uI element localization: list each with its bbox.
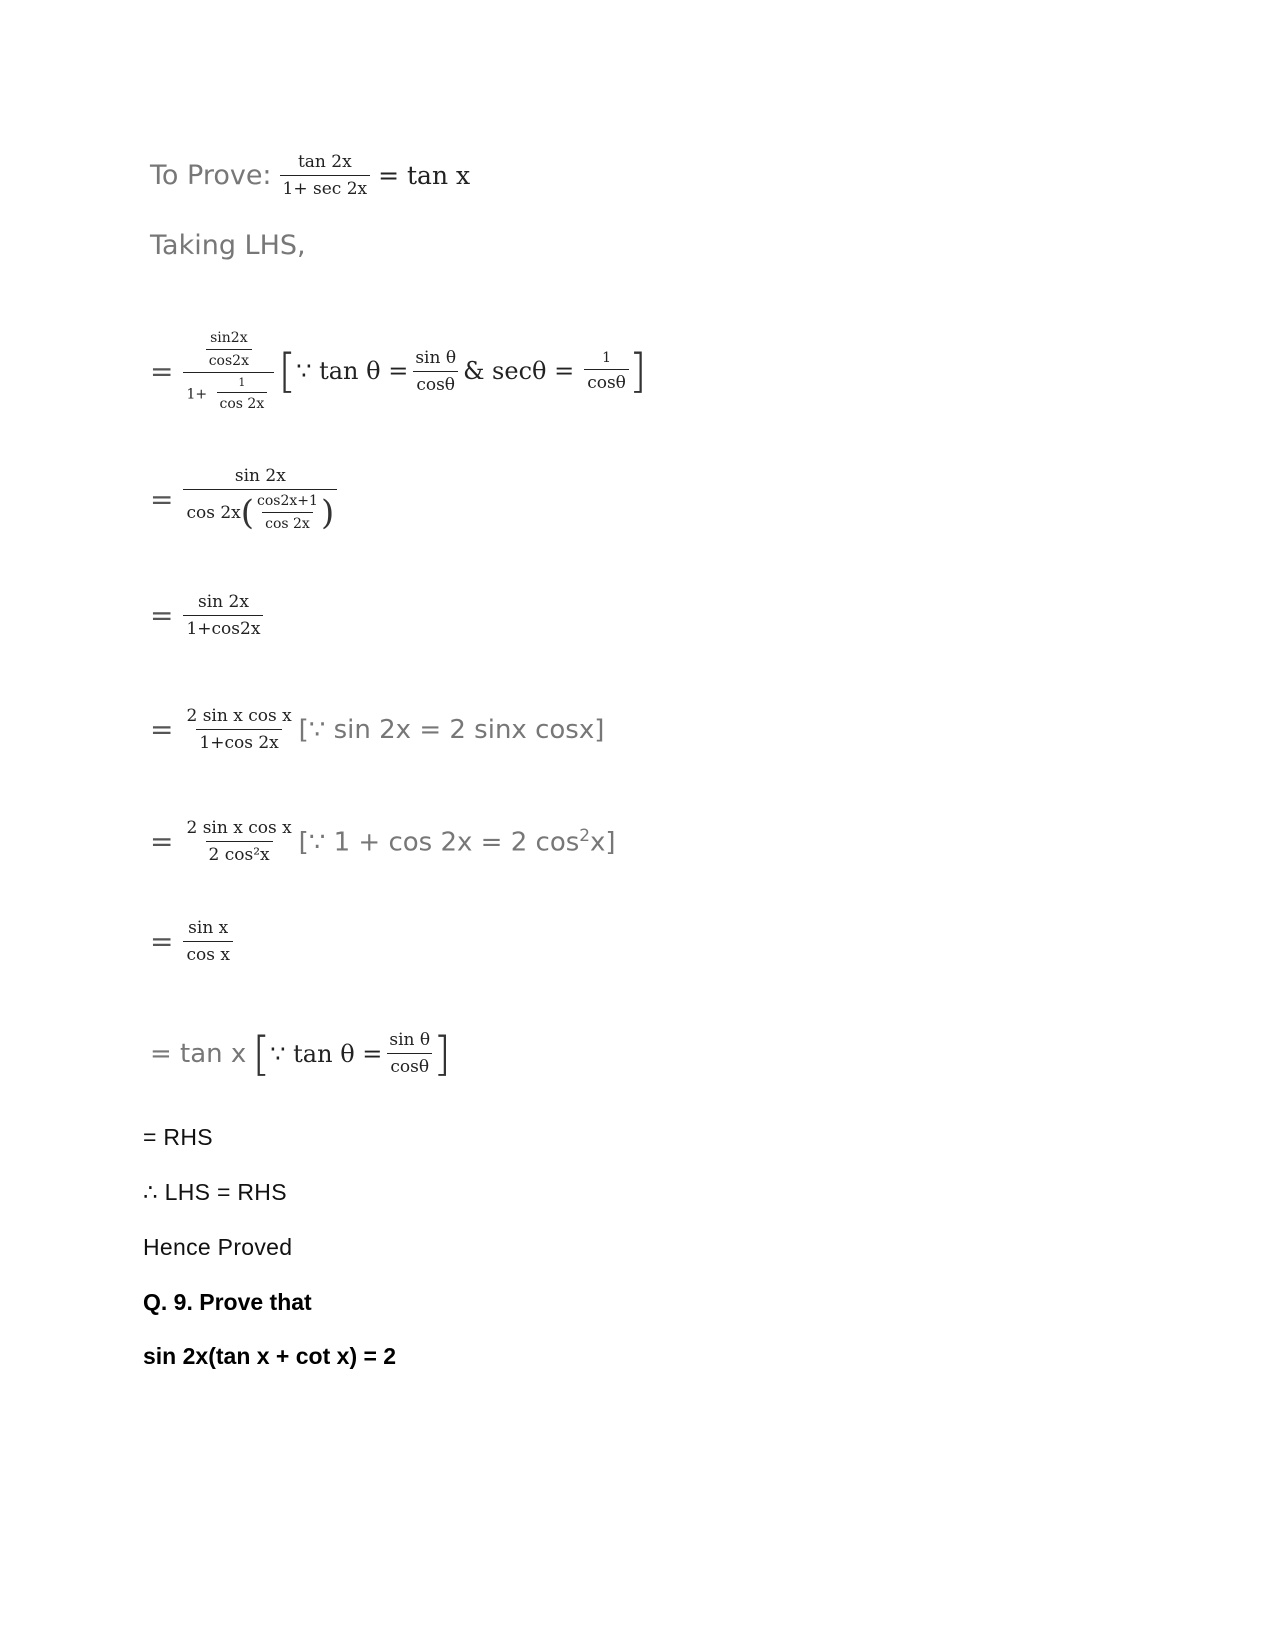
step-5 — [150, 818, 616, 865]
step-1-reason-den-1: cosθ — [413, 371, 458, 395]
step-1-reason-num-2: 1 — [602, 349, 612, 366]
step-1-close-bracket: ] — [628, 344, 647, 398]
step-2-den-inner-den: cos 2x — [262, 512, 313, 532]
step-7-reason-den: cosθ — [387, 1053, 432, 1077]
step-5-fraction — [183, 818, 294, 865]
taking-lhs-text: Taking LHS, — [150, 230, 306, 261]
step-1-den-inner-num: 1 — [238, 376, 246, 389]
step-1-open-bracket: [ — [278, 344, 297, 398]
step-6-numerator: sin x — [188, 918, 229, 938]
step-1-fraction — [183, 330, 274, 412]
step-1-reason-den-2: cosθ — [584, 369, 629, 393]
step-2-open-paren: ( — [240, 492, 255, 533]
step-6-equals: = — [150, 925, 174, 958]
hence-proved — [143, 1234, 292, 1261]
rhs-line-text: = RHS — [143, 1124, 213, 1150]
step-1-denominator — [183, 372, 274, 412]
step-7-reason-fraction — [386, 1030, 433, 1077]
step-2-den-fraction — [254, 493, 321, 532]
step-2-denominator — [183, 489, 337, 532]
step-1-inner-den: cos2x — [206, 349, 252, 369]
to-prove-line — [150, 152, 470, 199]
step-4 — [150, 706, 604, 753]
therefore-line — [143, 1179, 287, 1206]
to-prove-numerator: tan 2x — [297, 152, 352, 172]
question-heading — [143, 1289, 312, 1316]
step-3-denominator: 1+cos2x — [183, 615, 263, 639]
step-3-numerator: sin 2x — [197, 592, 249, 612]
step-4-numerator: 2 sin x cos x — [186, 706, 292, 726]
step-6-denominator: cos x — [183, 941, 232, 965]
step-2 — [150, 466, 341, 532]
step-4-denominator: 1+cos 2x — [196, 729, 281, 753]
hence-proved-text: Hence Proved — [143, 1234, 293, 1260]
step-6-fraction — [183, 918, 232, 965]
question-heading-text: Q. 9. Prove that — [143, 1289, 312, 1315]
step-2-close-paren: ) — [320, 492, 335, 533]
step-1-reason-fraction-2 — [584, 350, 629, 393]
step-3-fraction — [183, 592, 263, 639]
step-1-equals: = — [150, 354, 174, 388]
step-5-numerator: 2 sin x cos x — [186, 818, 292, 838]
step-3-equals: = — [150, 599, 174, 632]
taking-lhs — [150, 230, 306, 261]
step-7-close-bracket: ] — [433, 1026, 452, 1081]
rhs-line — [143, 1124, 213, 1151]
step-1-reason-num-1: sin θ — [415, 347, 457, 368]
step-3 — [150, 592, 267, 639]
therefore-line-text: ∴ LHS = RHS — [143, 1179, 287, 1205]
step-7 — [150, 1026, 452, 1081]
to-prove-fraction — [280, 152, 371, 199]
to-prove-label: To Prove: — [150, 160, 272, 191]
step-4-reason: [∵ sin 2x = 2 sinx cosx] — [298, 714, 605, 745]
step-2-den-inner-num: cos2x+1 — [257, 493, 318, 509]
step-7-reason-num: sin θ — [389, 1030, 431, 1050]
step-1-den-inner-den: cos 2x — [217, 392, 268, 412]
step-1-inner-fraction — [206, 330, 252, 369]
step-7-lhs: = tan x — [150, 1038, 247, 1069]
step-2-fraction — [183, 466, 337, 532]
to-prove-rhs: = tan x — [378, 161, 471, 190]
step-1-inner-num: sin2x — [210, 330, 248, 346]
step-7-reason-prefix: ∵ tan θ = — [270, 1039, 383, 1068]
step-4-fraction — [183, 706, 294, 753]
step-2-equals: = — [150, 482, 174, 516]
step-5-denominator: 2 cos²x — [206, 841, 273, 865]
step-7-open-bracket: [ — [252, 1026, 271, 1081]
step-1-reason-mid: & secθ = — [463, 357, 575, 385]
step-2-numerator: sin 2x — [234, 466, 286, 486]
step-1-numerator — [199, 330, 259, 372]
step-5-reason-prefix: [∵ 1 + cos 2x = 2 cos — [298, 827, 580, 858]
question-expression-text: sin 2x(tan x + cot x) = 2 — [143, 1343, 397, 1369]
question-expression — [143, 1343, 396, 1370]
step-1-reason-fraction-1 — [412, 348, 459, 395]
step-2-den-prefix: cos 2x — [186, 502, 241, 523]
step-1 — [150, 330, 647, 412]
step-4-equals: = — [150, 713, 174, 746]
step-5-equals: = — [150, 825, 174, 858]
step-5-reason-suffix: x] — [590, 827, 616, 858]
step-1-reason-prefix: ∵ tan θ = — [296, 357, 409, 385]
step-5-reason — [299, 825, 616, 858]
step-1-den-fraction — [217, 376, 268, 412]
step-1-den-prefix: 1+ — [186, 386, 208, 403]
to-prove-denominator: 1+ sec 2x — [280, 175, 371, 199]
step-6 — [150, 918, 237, 965]
step-5-reason-sup: 2 — [579, 825, 591, 846]
